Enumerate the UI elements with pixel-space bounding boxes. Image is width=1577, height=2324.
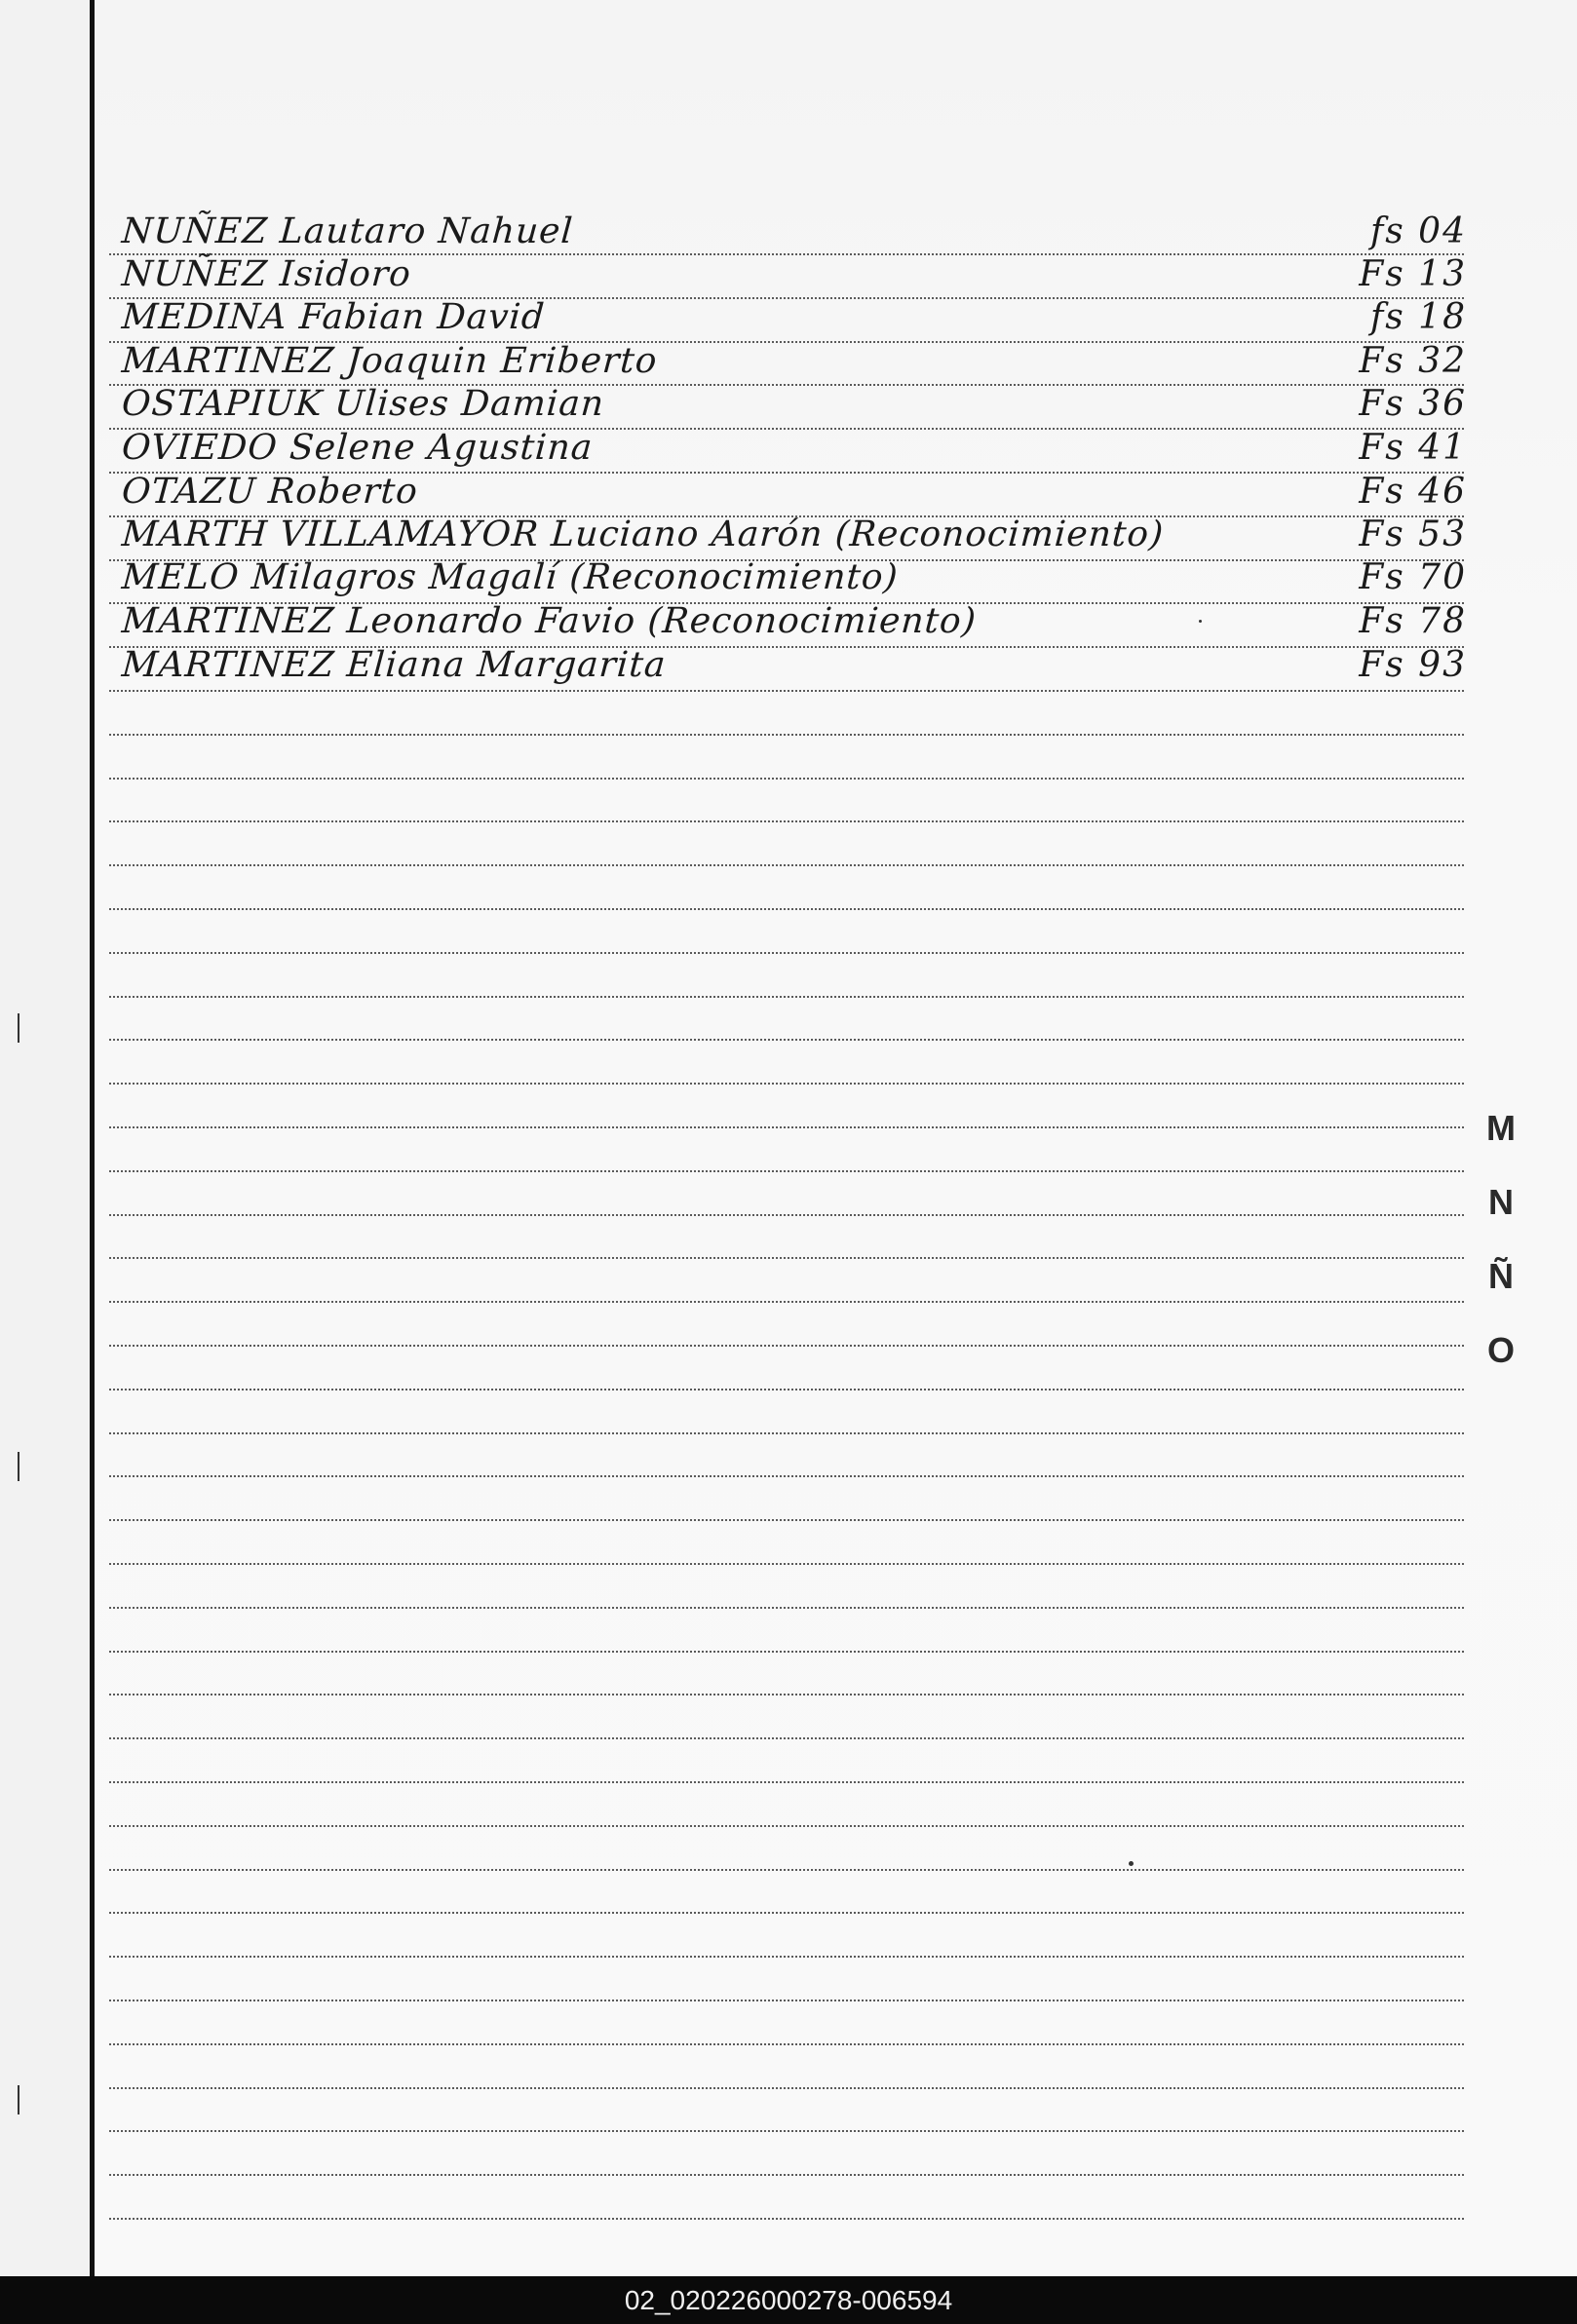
index-letter: N [1488, 1182, 1514, 1222]
entry-name: NUÑEZ Isidoro [120, 254, 413, 294]
entry-folio: Fs 53 [1359, 514, 1467, 554]
index-entry [122, 598, 1486, 641]
index-entry [122, 512, 1486, 554]
entry-folio: Fs 36 [1359, 384, 1467, 424]
index-letter: Ñ [1488, 1256, 1514, 1296]
entry-name: OVIEDO Selene Agustina [120, 428, 595, 468]
index-entry [122, 642, 1486, 685]
entry-folio: Fs 78 [1359, 601, 1467, 641]
index-entry [122, 554, 1486, 597]
index-entry [122, 469, 1486, 512]
entry-folio: Fs 46 [1359, 472, 1467, 512]
entry-folio: fs 18 [1369, 297, 1467, 337]
entry-name: OTAZU Roberto [120, 472, 420, 512]
ink-speck [1199, 620, 1202, 623]
entry-name: NUÑEZ Lautaro Nahuel [120, 211, 575, 251]
entry-name: MARTINEZ Joaquin Eriberto [120, 341, 659, 381]
entry-folio: Fs 93 [1359, 645, 1467, 685]
entry-name: MARTINEZ Eliana Margarita [120, 645, 668, 685]
entry-name: MARTH VILLAMAYOR Luciano Aarón (Reconocimiento) [120, 514, 1166, 554]
index-entry [122, 425, 1486, 468]
ink-speck [1129, 1861, 1134, 1866]
document-code: 02_020226000278-006594 [624, 2284, 953, 2315]
entry-folio: Fs 70 [1359, 557, 1467, 597]
index-entry [122, 294, 1486, 337]
index-letter-tabs [1472, 1107, 1530, 1403]
entry-name: MEDINA Fabian David [120, 297, 547, 337]
entry-folio: Fs 13 [1359, 254, 1467, 294]
index-entry [122, 209, 1486, 251]
entry-folio: fs 04 [1369, 211, 1467, 251]
index-entry [122, 338, 1486, 381]
index-letter: O [1486, 1330, 1515, 1370]
entry-folio: Fs 32 [1359, 341, 1467, 381]
entry-name: MELO Milagros Magalí (Reconocimiento) [120, 557, 901, 597]
index-entry [122, 381, 1486, 424]
scan-footer [0, 2276, 1577, 2324]
index-letter: M [1486, 1108, 1516, 1148]
entry-folio: Fs 41 [1359, 428, 1467, 468]
index-entry [122, 251, 1486, 294]
entry-name: OSTAPIUK Ulises Damian [120, 384, 606, 424]
entry-name: MARTINEZ Leonardo Favio (Reconocimiento) [120, 601, 979, 641]
